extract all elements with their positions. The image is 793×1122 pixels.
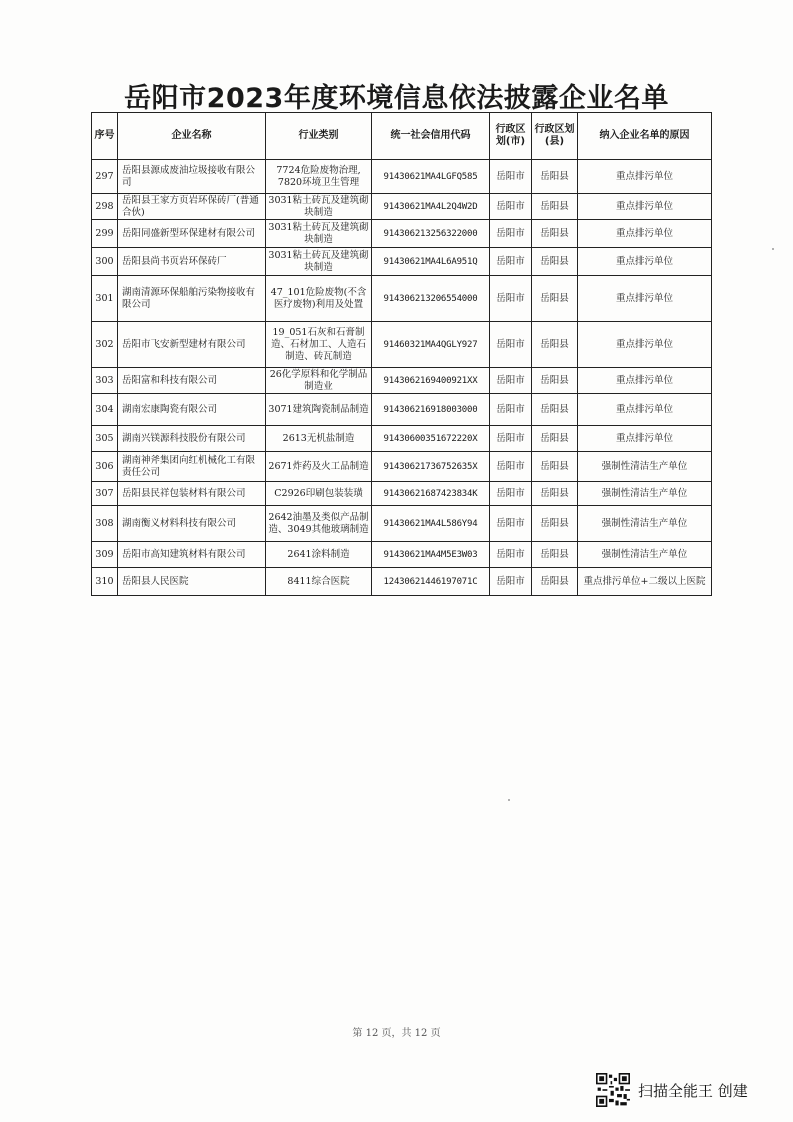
cell-county: 岳阳县	[532, 322, 578, 368]
table-row	[92, 452, 712, 482]
cell-code: 914306213206554000	[372, 276, 490, 322]
table-row	[92, 568, 712, 596]
cell-city: 岳阳市	[490, 160, 532, 194]
cell-industry: 3031粘土砖瓦及建筑砌块制造	[266, 194, 372, 220]
table-row	[92, 220, 712, 248]
document-title: 岳阳市2023年度环境信息依法披露企业名单	[124, 83, 669, 114]
cell-city: 岳阳市	[490, 276, 532, 322]
cell-reason: 重点排污单位	[578, 276, 712, 322]
header-reason: 纳入企业名单的原因	[578, 113, 712, 160]
cell-county: 岳阳县	[532, 368, 578, 394]
cell-reason: 强制性清洁生产单位	[578, 452, 712, 482]
cell-city: 岳阳市	[490, 426, 532, 452]
table-header-row	[92, 113, 712, 160]
cell-reason: 重点排污单位	[578, 368, 712, 394]
cell-reason: 强制性清洁生产单位	[578, 506, 712, 542]
cell-code: 9143062169400921XX	[372, 368, 490, 394]
cell-county: 岳阳县	[532, 426, 578, 452]
table-row	[92, 160, 712, 194]
table-row	[92, 506, 712, 542]
header-no: 序号	[92, 113, 118, 160]
cell-no: 304	[92, 394, 118, 426]
cell-city: 岳阳市	[490, 506, 532, 542]
cell-code: 914306213256322000	[372, 220, 490, 248]
cell-code: 91430621MA4L2Q4W2D	[372, 194, 490, 220]
cell-name: 岳阳县人民医院	[118, 568, 266, 596]
cell-name: 湖南兴镁源科技股份有限公司	[118, 426, 266, 452]
table-row	[92, 394, 712, 426]
table-row	[92, 248, 712, 276]
cell-city: 岳阳市	[490, 452, 532, 482]
cell-no: 309	[92, 542, 118, 568]
cell-no: 301	[92, 276, 118, 322]
cell-industry: 3031粘土砖瓦及建筑砌块制造	[266, 220, 372, 248]
cell-no: 300	[92, 248, 118, 276]
scanner-watermark	[596, 1070, 748, 1110]
cell-city: 岳阳市	[490, 568, 532, 596]
cell-name: 湖南神斧集团向红机械化工有限责任公司	[118, 452, 266, 482]
cell-code: 914306216918003000	[372, 394, 490, 426]
cell-name: 湖南宏康陶瓷有限公司	[118, 394, 266, 426]
cell-industry: 3071建筑陶瓷制品制造	[266, 394, 372, 426]
table-row	[92, 276, 712, 322]
cell-name: 岳阳同盛新型环保建材有限公司	[118, 220, 266, 248]
scan-speck	[508, 799, 510, 801]
cell-no: 310	[92, 568, 118, 596]
qr-code-icon	[596, 1073, 630, 1107]
table-row	[92, 368, 712, 394]
cell-industry: C2926印刷包装装璜	[266, 482, 372, 506]
cell-county: 岳阳县	[532, 482, 578, 506]
cell-code: 12430621446197071C	[372, 568, 490, 596]
cell-county: 岳阳县	[532, 506, 578, 542]
cell-reason: 重点排污单位	[578, 426, 712, 452]
cell-name: 岳阳富和科技有限公司	[118, 368, 266, 394]
cell-name: 岳阳市飞安新型建材有限公司	[118, 322, 266, 368]
cell-reason: 重点排污单位	[578, 394, 712, 426]
cell-no: 297	[92, 160, 118, 194]
cell-reason: 重点排污单位+二级以上医院	[578, 568, 712, 596]
cell-county: 岳阳县	[532, 194, 578, 220]
cell-no: 298	[92, 194, 118, 220]
cell-name: 岳阳县民祥包装材料有限公司	[118, 482, 266, 506]
scanner-app-label: 扫描全能王 创建	[638, 1081, 748, 1100]
cell-city: 岳阳市	[490, 394, 532, 426]
cell-industry: 3031粘土砖瓦及建筑砌块制造	[266, 248, 372, 276]
header-industry: 行业类别	[266, 113, 372, 160]
table-body	[92, 160, 712, 596]
header-name: 企业名称	[118, 113, 266, 160]
header-code: 统一社会信用代码	[372, 113, 490, 160]
cell-code: 91430621MA4LGFQ585	[372, 160, 490, 194]
table-row	[92, 482, 712, 506]
cell-city: 岳阳市	[490, 322, 532, 368]
table-row	[92, 322, 712, 368]
cell-name: 岳阳市高知建筑材料有限公司	[118, 542, 266, 568]
cell-industry: 2613无机盐制造	[266, 426, 372, 452]
cell-city: 岳阳市	[490, 194, 532, 220]
header-county: 行政区划(县)	[532, 113, 578, 160]
cell-county: 岳阳县	[532, 276, 578, 322]
cell-code: 91430621687423834K	[372, 482, 490, 506]
cell-no: 305	[92, 426, 118, 452]
cell-code: 91460321MA4QGLY927	[372, 322, 490, 368]
cell-county: 岳阳县	[532, 160, 578, 194]
cell-city: 岳阳市	[490, 220, 532, 248]
table-row	[92, 426, 712, 452]
cell-reason: 重点排污单位	[578, 322, 712, 368]
cell-industry: 47_101危险废物(不含医疗废物)利用及处置	[266, 276, 372, 322]
header-city: 行政区划(市)	[490, 113, 532, 160]
cell-reason: 重点排污单位	[578, 160, 712, 194]
cell-no: 308	[92, 506, 118, 542]
cell-county: 岳阳县	[532, 394, 578, 426]
cell-name: 湖南清源环保船舶污染物接收有限公司	[118, 276, 266, 322]
cell-reason: 重点排污单位	[578, 248, 712, 276]
cell-no: 302	[92, 322, 118, 368]
table-row	[92, 194, 712, 220]
page-footer: 第 12 页，共 12 页	[352, 1028, 441, 1039]
cell-industry: 19_051石灰和石膏制造、石材加工、人造石制造、砖瓦制造	[266, 322, 372, 368]
cell-industry: 2642油墨及类似产品制造、3049其他玻璃制造	[266, 506, 372, 542]
cell-code: 91430621736752635X	[372, 452, 490, 482]
enterprise-table	[91, 112, 712, 596]
cell-no: 303	[92, 368, 118, 394]
scan-speck	[772, 248, 774, 250]
cell-industry: 26化学原料和化学制品制造业	[266, 368, 372, 394]
cell-name: 岳阳县王家方页岩环保砖厂(普通合伙)	[118, 194, 266, 220]
cell-name: 岳阳县尚书页岩环保砖厂	[118, 248, 266, 276]
cell-no: 299	[92, 220, 118, 248]
cell-no: 306	[92, 452, 118, 482]
cell-code: 91430621MA4L6A951Q	[372, 248, 490, 276]
cell-code: 91430621MA4L586Y94	[372, 506, 490, 542]
table-row	[92, 542, 712, 568]
cell-city: 岳阳市	[490, 248, 532, 276]
cell-city: 岳阳市	[490, 482, 532, 506]
cell-county: 岳阳县	[532, 452, 578, 482]
cell-industry: 2641涂料制造	[266, 542, 372, 568]
cell-county: 岳阳县	[532, 542, 578, 568]
cell-city: 岳阳市	[490, 542, 532, 568]
cell-county: 岳阳县	[532, 248, 578, 276]
cell-reason: 重点排污单位	[578, 194, 712, 220]
cell-reason: 强制性清洁生产单位	[578, 542, 712, 568]
cell-no: 307	[92, 482, 118, 506]
cell-industry: 7724危险废物治理, 7820环境卫生管理	[266, 160, 372, 194]
cell-reason: 重点排污单位	[578, 220, 712, 248]
cell-county: 岳阳县	[532, 568, 578, 596]
cell-code: 91430600351672220X	[372, 426, 490, 452]
cell-code: 91430621MA4M5E3W03	[372, 542, 490, 568]
cell-name: 岳阳县源成废油垃圾接收有限公司	[118, 160, 266, 194]
cell-city: 岳阳市	[490, 368, 532, 394]
cell-county: 岳阳县	[532, 220, 578, 248]
cell-name: 湖南衡义材料科技有限公司	[118, 506, 266, 542]
cell-industry: 2671炸药及火工品制造	[266, 452, 372, 482]
cell-reason: 强制性清洁生产单位	[578, 482, 712, 506]
cell-industry: 8411综合医院	[266, 568, 372, 596]
